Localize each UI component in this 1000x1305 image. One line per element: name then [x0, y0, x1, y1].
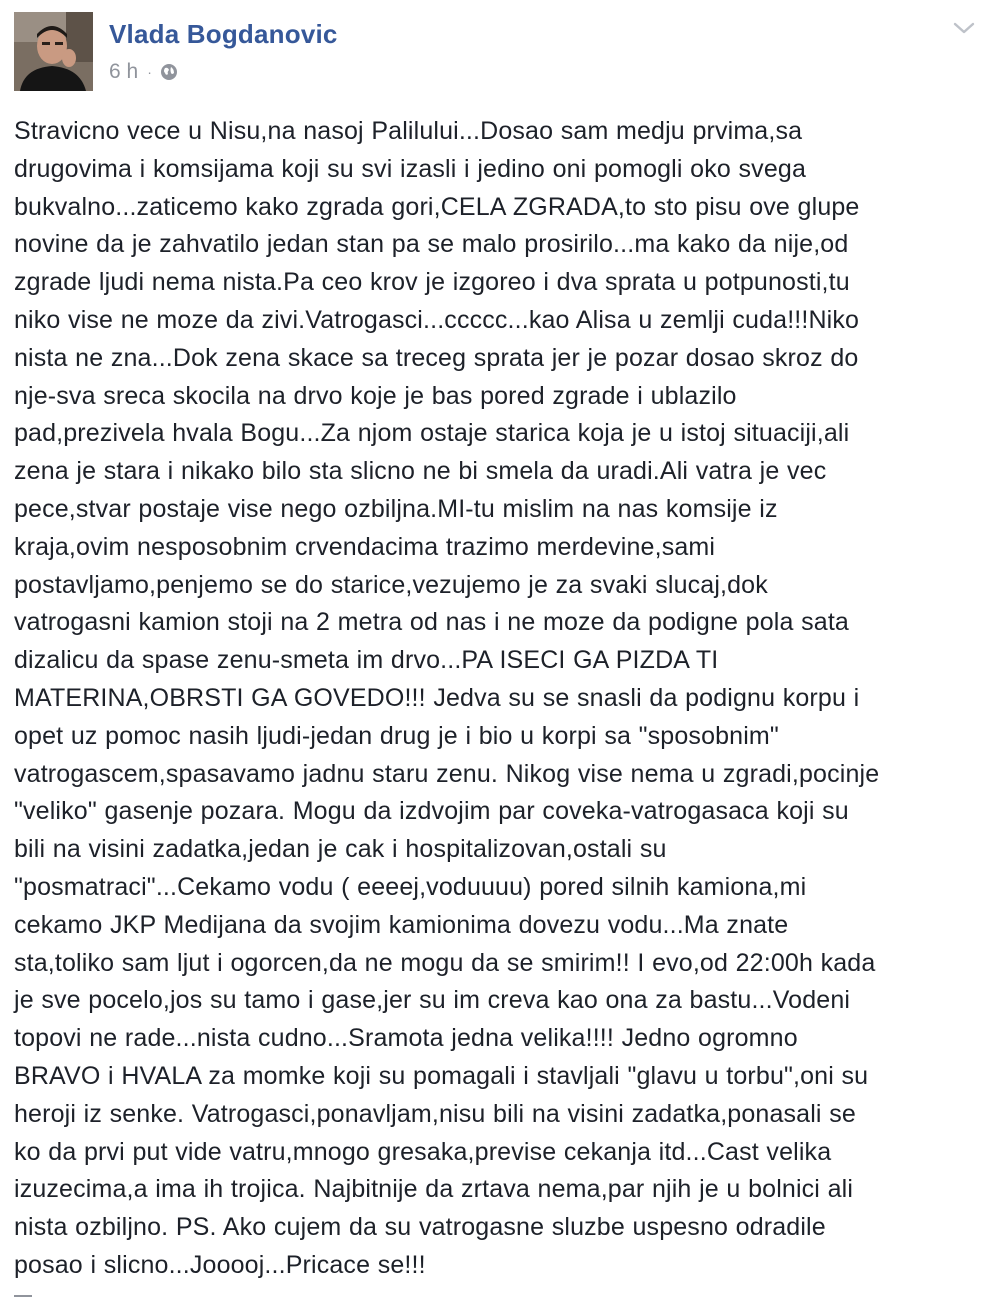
avatar[interactable]: [14, 12, 93, 91]
author-name-link[interactable]: Vlada Bogdanovic: [109, 19, 338, 49]
cut-off-action-bar: [14, 1295, 32, 1305]
post-meta: [109, 60, 178, 84]
post-timestamp[interactable]: 6 h: [109, 60, 139, 83]
post-body-text: Stravicno vece u Nisu,na nasoj Palilului...Dosao sam medju prvima,sa drugovima i komsijama koji su svi izasli i jedino oni pomogli oko svega bukvalno...zaticemo kako zgrada gori,CELA ZGRADA,to sto pisu ove glupe novine da je zahvatilo jedan stan pa se malo prosirilo...ma kako da nije,od zgrade ljudi nema nista.Pa ceo krov je izgoreo i dva sprata u potpunosti,tu niko vise ne moze da zivi.Vatrogasci...ccccc...kao Alisa u zemlji cuda!!!Niko nista ne zna...Dok zena skace sa treceg sprata jer je pozar dosao skroz do nje-sva sreca skocila na drvo koje je bas pored zgrade i ublazilo pad,prezivela hvala Bogu...Za njom ostaje starica koja je u istoj situaciji,ali zena je stara i nikako bilo sta slicno ne bi smela da uradi.Ali vatra je vec pece,stvar postaje vise nego ozbiljna.MI-tu mislim na nas komsije iz kraja,ovim nesposobnim crvendacima trazimo merdevine,sami postavljamo,penjemo se do starice,vezujemo je za svaki slucaj,dok vatrogasni kamion stoji na 2 metra od nas i ne moze da podigne pola sata dizalicu da spase zenu-smeta im drvo...PA ISECI GA PIZDA TI MATERINA,OBRSTI GA GOVEDO!!! Jedva su se snasli da podignu korpu i opet uz pomoc nasih ljudi-jedan drug je i bio u korpi sa "sposobnim" vatrogascem,spasavamo jadnu staru zenu. Nikog vise nema u zgradi,pocinje "veliko" gasenje pozara. Mogu da izdvojim par coveka-vatrogasaca koji su bili na visini zadatka,jedan je cak i hospitalizovan,ostali su "posmatraci"...Cekamo vodu ( eeeej,voduuuu) pored silnih kamiona,mi cekamo JKP Medijana da svojim kamionima dovezu vodu...Ma znate sta,toliko sam ljut i ogorcen,da ne mogu da se smirim!! I evo,od 22:00h kada je sve pocelo,jos su tamo i gase,jer su im creva kao ona za bastu...Vodeni topovi ne rade...nista cudno...Sramota jedna velika!!!! Jedno ogromno BRAVO i HVALA za momke koji su pomagali i stavljali "glavu u torbu",oni su heroji iz senke. Vatrogasci,ponavljam,nisu bili na visini zadatka,ponasali se ko da prvi put vide vatru,mnogo gresaka,previse cekanja itd...Cast velika izuzecima,a ima ih trojica. Najbitnije da zrtava nema,par njih je u bolnici ali nista ozbiljno. PS. Ako cujem da su vatrogasne sluzbe uspesno odradile posao i slicno...Jooooj...Pricace se!!!: [14, 117, 880, 1279]
post-header: [14, 12, 986, 94]
globe-icon[interactable]: [160, 63, 178, 81]
chevron-down-icon[interactable]: [952, 18, 976, 38]
meta-separator: ·: [147, 64, 152, 80]
